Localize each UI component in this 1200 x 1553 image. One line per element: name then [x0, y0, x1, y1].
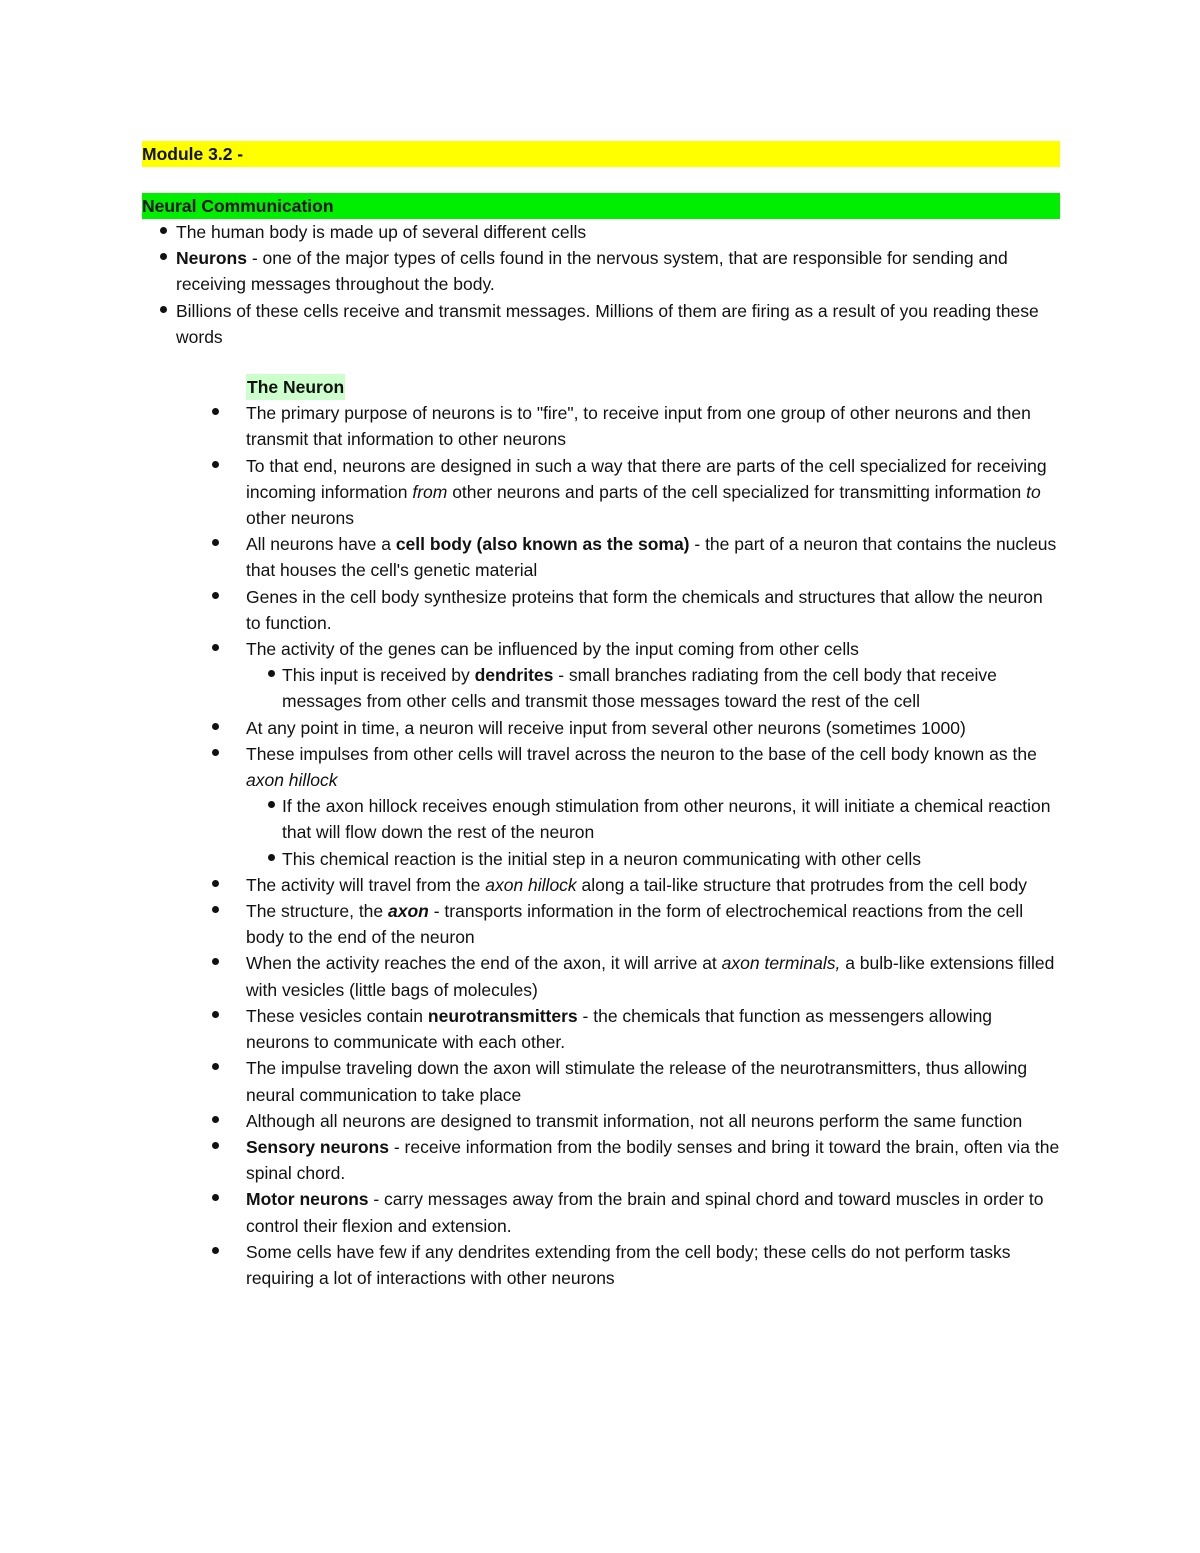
bullet-icon [212, 408, 219, 415]
bullet-icon [212, 1247, 219, 1254]
axon-hillock-sublist [142, 793, 1060, 872]
list-item: This input is received by dendrites - small branches radiating from the cell body that receive messages from other cells and transmit those messages toward the rest of the cell [142, 662, 1060, 714]
bullet-icon [212, 644, 219, 651]
bullet-icon [268, 670, 275, 677]
list-item: The impulse traveling down the axon will stimulate the release of the neurotransmitters, thus allowing neural communication to take place [142, 1055, 1060, 1107]
list-item: Motor neurons - carry messages away from the brain and spinal chord and toward muscles in order to control their flexion and extension. [142, 1186, 1060, 1238]
neural-communication-heading: Neural Communication [142, 193, 1060, 219]
bullet-icon [212, 1194, 219, 1201]
bullet-icon [160, 306, 167, 313]
list-item: The structure, the axon - transports information in the form of electrochemical reactions from the cell body to the end of the neuron [142, 898, 1060, 950]
list-item: The primary purpose of neurons is to "fire", to receive input from one group of other neurons and then transmit that information to other neurons [142, 400, 1060, 452]
bullet-icon [212, 592, 219, 599]
the-neuron-list [142, 400, 1060, 662]
neural-communication-list [142, 219, 1060, 350]
the-neuron-list-cont-2 [142, 872, 1060, 1291]
list-item: When the activity reaches the end of the axon, it will arrive at axon terminals, a bulb-like extensions filled with vesicles (little bags of molecules) [142, 950, 1060, 1002]
list-item: The activity of the genes can be influenced by the input coming from other cells [142, 636, 1060, 662]
bullet-icon [212, 880, 219, 887]
list-item: Billions of these cells receive and transmit messages. Millions of them are firing as a result of you reading these words [142, 298, 1060, 350]
bullet-icon [268, 801, 275, 808]
list-item: To that end, neurons are designed in such a way that there are parts of the cell specialized for receiving incoming information from other neurons and parts of the cell specialized for transmitting information to other neurons [142, 453, 1060, 532]
dendrites-sublist [142, 662, 1060, 714]
list-item: The human body is made up of several different cells [142, 219, 1060, 245]
bullet-icon [212, 1142, 219, 1149]
list-item: All neurons have a cell body (also known as the soma) - the part of a neuron that contains the nucleus that houses the cell's genetic material [142, 531, 1060, 583]
bullet-icon [212, 958, 219, 965]
list-item: Although all neurons are designed to transmit information, not all neurons perform the same function [142, 1108, 1060, 1134]
list-item: At any point in time, a neuron will receive input from several other neurons (sometimes 1000) [142, 715, 1060, 741]
list-item: This chemical reaction is the initial step in a neuron communicating with other cells [142, 846, 1060, 872]
document-page [142, 141, 1060, 1291]
bullet-icon [160, 227, 167, 234]
bullet-icon [212, 461, 219, 468]
list-item: Neurons - one of the major types of cells found in the nervous system, that are responsible for sending and receiving messages throughout the body. [142, 245, 1060, 297]
list-item: Some cells have few if any dendrites extending from the cell body; these cells do not perform tasks requiring a lot of interactions with other neurons [142, 1239, 1060, 1291]
list-item: If the axon hillock receives enough stimulation from other neurons, it will initiate a chemical reaction that will flow down the rest of the neuron [142, 793, 1060, 845]
bullet-icon [212, 906, 219, 913]
list-item: Genes in the cell body synthesize proteins that form the chemicals and structures that allow the neuron to function. [142, 584, 1060, 636]
bullet-icon [268, 854, 275, 861]
the-neuron-list-cont [142, 715, 1060, 794]
bullet-icon [160, 253, 167, 260]
list-item: These vesicles contain neurotransmitters - the chemicals that function as messengers allowing neurons to communicate with each other. [142, 1003, 1060, 1055]
module-title: Module 3.2 - [142, 141, 1060, 167]
bullet-icon [212, 1063, 219, 1070]
list-item: Sensory neurons - receive information from the bodily senses and bring it toward the brain, often via the spinal chord. [142, 1134, 1060, 1186]
bullet-icon [212, 1011, 219, 1018]
bullet-icon [212, 723, 219, 730]
bullet-icon [212, 539, 219, 546]
bullet-icon [212, 1116, 219, 1123]
bullet-icon [212, 749, 219, 756]
the-neuron-heading: The Neuron [246, 374, 345, 400]
list-item: These impulses from other cells will travel across the neuron to the base of the cell body known as the axon hillock [142, 741, 1060, 793]
list-item: The activity will travel from the axon hillock along a tail-like structure that protrudes from the cell body [142, 872, 1060, 898]
